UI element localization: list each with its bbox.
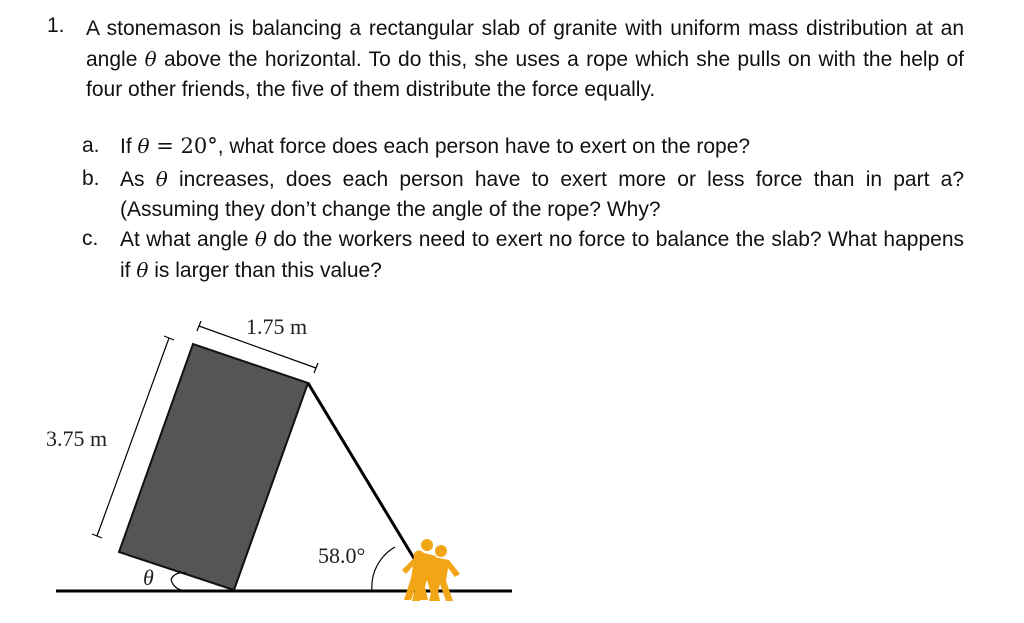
slab-height-label: 3.75 m bbox=[46, 426, 108, 451]
part-c-post: is larger than this value? bbox=[148, 259, 382, 282]
slab-angle-label: θ bbox=[143, 565, 154, 590]
rope-angle-arc bbox=[372, 547, 395, 591]
problem-number: 1. bbox=[47, 14, 65, 37]
granite-slab bbox=[119, 344, 308, 590]
theta-symbol: θ bbox=[155, 167, 168, 191]
theta-symbol: θ bbox=[137, 134, 150, 158]
theta-symbol: θ bbox=[136, 258, 149, 282]
part-b-label: b. bbox=[82, 167, 100, 190]
theta-symbol: θ bbox=[254, 227, 267, 251]
stem-text-2: above the horizontal. To do this, she uses a rope which she pulls on with the help of four other friends, the five of them distribute the force equally. bbox=[86, 48, 964, 101]
rope-angle-label: 58.0° bbox=[318, 543, 366, 568]
slab-width-label: 1.75 m bbox=[246, 314, 308, 339]
part-c-pre: At what angle bbox=[120, 228, 255, 251]
theta-symbol: θ bbox=[144, 47, 157, 71]
part-a-post: , what force does each person have to exert on the rope? bbox=[217, 135, 751, 158]
part-a-label: a. bbox=[82, 134, 100, 157]
stem-text-1: A stonemason is balancing a rectangular slab of granite with uniform mass distribution at an angle bbox=[86, 17, 964, 71]
part-b-post: increases, does each person have to exert more or less force than in part a? (Assuming they don’t change the angle of the rope? Why? bbox=[120, 168, 965, 221]
part-a-pre: If bbox=[120, 135, 138, 158]
part-c-label: c. bbox=[82, 227, 99, 250]
part-a-equation: = 20° bbox=[149, 134, 218, 158]
part-b-pre: As bbox=[120, 168, 156, 191]
part-c-mid: do the workers need to exert no force to balance the slab? What happens if bbox=[120, 228, 964, 282]
rope bbox=[308, 383, 418, 565]
slab-angle-arc bbox=[171, 579, 181, 590]
